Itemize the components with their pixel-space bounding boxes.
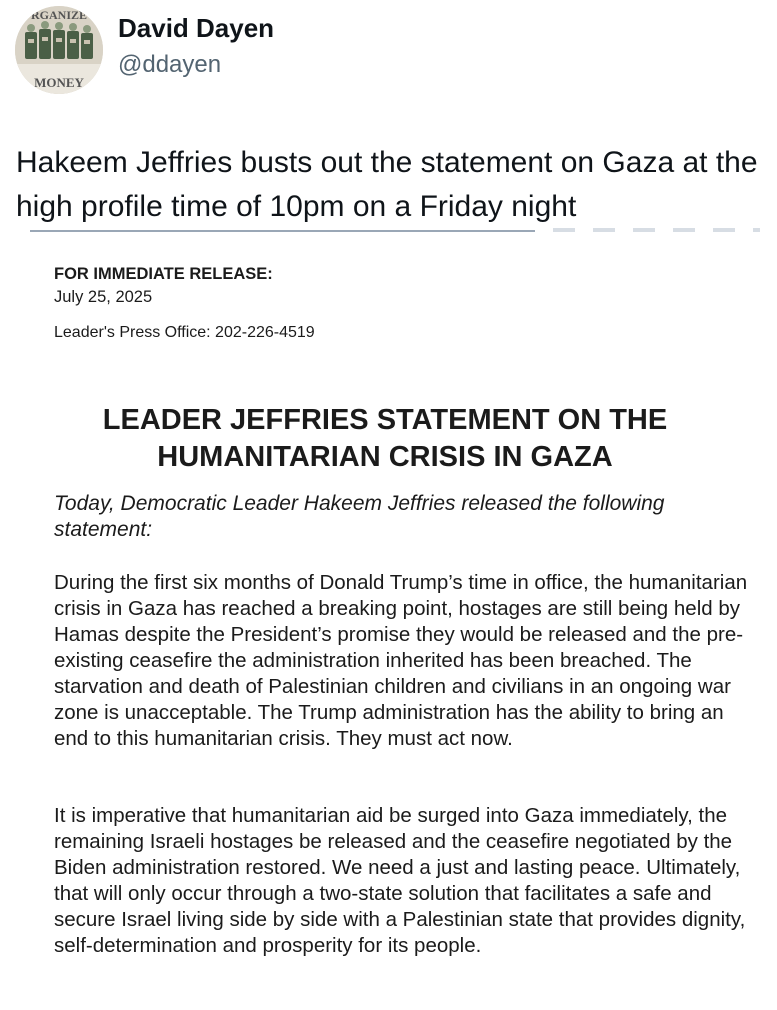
press-office-contact: Leader's Press Office: 202-226-4519: [54, 324, 315, 341]
tweet-text: Hakeem Jeffries busts out the statement on Gaza at the high profile time of 10pm on a Friday night: [16, 146, 758, 223]
author-avatar[interactable]: [15, 6, 103, 94]
statement-title: LEADER JEFFRIES STATEMENT ON THE HUMANITARIAN CRISIS IN GAZA: [102, 404, 668, 473]
release-label: FOR IMMEDIATE RELEASE:: [54, 265, 273, 283]
release-date: July 25, 2025: [54, 288, 153, 306]
attached-press-release-image[interactable]: [30, 230, 760, 1010]
statement-paragraph: It is imperative that humanitarian aid be surged into Gaza immediately, the remaining Israeli hostages be released and the ceasefire negotiated by the Biden administration restored. We need a just and lasting peace. Ultimately, that will only occur through a two-state solution that facilitates a safe and secure Israel living side by side with a Palestinian state that provides dignity, self-determination and prosperity for its people.: [54, 804, 746, 957]
author-handle[interactable]: @ddayen: [118, 51, 222, 78]
avatar-text-top: RGANIZE: [30, 8, 88, 22]
avatar-text-bottom: MONEY: [34, 75, 84, 90]
document-top-border-fade: [535, 228, 760, 232]
statement-paragraph: During the first six months of Donald Trump’s time in office, the humanitarian crisis in Gaza has reached a breaking point, hostages are still being held by Hamas despite the President’s promise they would be released and the pre-existing ceasefire the administration inherited has been breached. The starvation and death of Palestinian children and civilians in an ongoing war zone is unacceptable. The Trump administration has the ability to bring an end to this humanitarian crisis. They must act now.: [54, 571, 748, 750]
statement-intro: Today, Democratic Leader Hakeem Jeffries released the following statement:: [54, 492, 665, 541]
organized-money-avatar-icon: [15, 6, 103, 94]
author-display-name[interactable]: David Dayen: [118, 13, 275, 43]
